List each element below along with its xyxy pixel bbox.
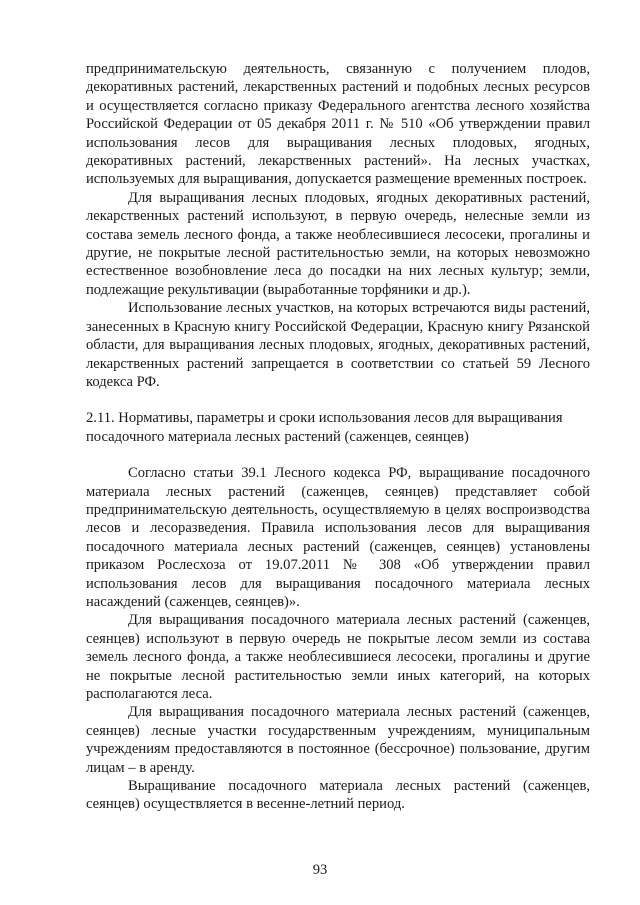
document-body: [86, 60, 590, 814]
paragraph-4: Согласно статьи 39.1 Лесного кодекса РФ, выращивание посадочного материала лесных растений (саженцев, сеянцев) представляет собой предпринимательскую деятельность, осуществляемую в целях воспроизводства лесов и лесоразведения. Правила использования лесов для выращивания посадочного материала лесных растений (саженцев, сеянцев) установлены приказом Рослесхоза от 19.07.2011 № 308 «Об утверждении правил использования лесов для выращивания посадочного материала лесных насаждений (саженцев, сеянцев)».: [86, 465, 590, 610]
paragraph-7: Выращивание посадочного материала лесных растений (саженцев, сеянцев) осуществляется в весенне-летний период.: [86, 778, 590, 813]
page-number: 93: [312, 862, 328, 878]
paragraph-3: Использование лесных участков, на которых встречаются виды растений, занесенных в Красную книгу Российской Федерации, Красную книгу Рязанской области, для выращивания лесных плодовых, ягодных, декоративных растений, лекарственных растений запрещается в соответствии со статьей 59 Лесного кодекса РФ.: [86, 300, 590, 390]
section-heading: 2.11. Нормативы, параметры и сроки использования лесов для выращивания посадочного материала лесных растений (саженцев, сеянцев): [86, 410, 563, 445]
paragraph-6: Для выращивания посадочного материала лесных растений (саженцев, сеянцев) лесные участки государственным учреждениям, муниципальным учреждениям предоставляются в постоянное (бессрочное) пользование, другим лицам – в аренду.: [86, 704, 590, 776]
paragraph-5: Для выращивания посадочного материала лесных растений (саженцев, сеянцев) используют в первую очередь не покрытые лесом земли из состава земель лесного фонда, а также необлесившиеся лесосеки, прогалины и другие не покрытые лесной растительностью земли иных категорий, на которых располагаются леса.: [86, 612, 590, 702]
paragraph-2: Для выращивания лесных плодовых, ягодных декоративных растений, лекарственных растений используют, в первую очередь, нелесные земли из состава земель лесного фонда, а также необлесившиеся лесосеки, прогалины и другие, не покрытые лесной растительностью земли, на которых невозможно естественное возобновление леса до посадки на них лесных культур; земли, подлежащие рекультивации (выработанные торфяники и др.).: [86, 189, 590, 298]
paragraph-1: предпринимательскую деятельность, связанную с получением плодов, декоративных растений, лекарственных растений и подобных лесных ресурсов и осуществляется согласно приказу Федерального агентства лесного хозяйства Российской Федерации от 05 декабря 2011 г. № 510 «Об утверждении правил использования лесов для выращивания лесных плодовых, ягодных, декоративных растений, лекарственных растений». На лесных участках, используемых для выращивания, допускается размещение временных построек.: [86, 61, 590, 188]
